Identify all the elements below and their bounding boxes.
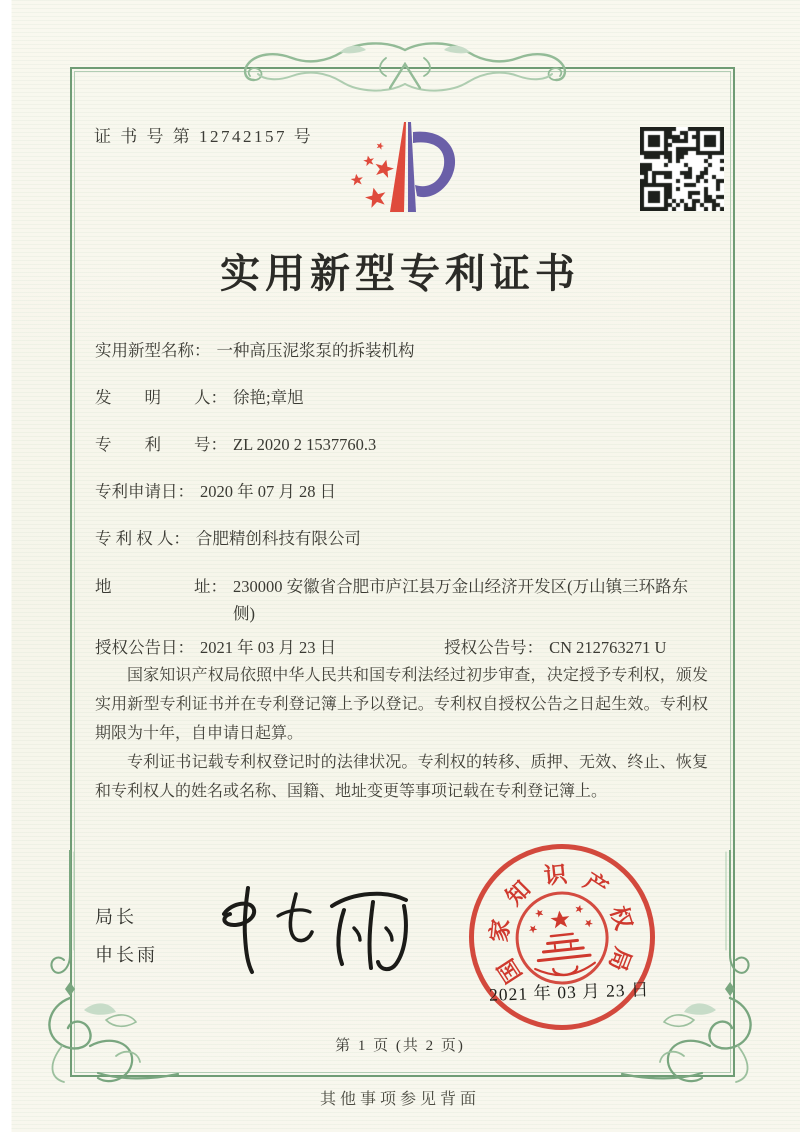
field-value: 2021 年 03 月 23 日 xyxy=(200,638,337,657)
legal-paragraph-1: 国家知识产权局依照中华人民共和国专利法经过初步审查，决定授予专利权，颁发实用新型专利证书并在专利登记簿上予以登记。专利权自授权公告之日起生效。专利权期限为十年，自申请日起算。 xyxy=(95,667,708,742)
field-label: 实用新型名称： xyxy=(95,341,211,360)
field-label: 专 利 权 人： xyxy=(95,529,190,548)
field-row-utility-model-name xyxy=(95,338,710,364)
field-label: 授权公告号： xyxy=(444,638,544,657)
seal-character: 权 xyxy=(605,903,637,933)
certificate-number: 证 书 号 第 12742157 号 xyxy=(94,127,314,146)
commissioner-title: 局长 xyxy=(95,907,137,927)
cnipa-logo-icon xyxy=(338,110,470,222)
field-value: 一种高压泥浆泵的拆装机构 xyxy=(216,341,415,360)
handwritten-signature-icon xyxy=(208,876,418,986)
certificate-title: 实用新型专利证书 xyxy=(220,251,580,296)
page-number: 第 1 页 (共 2 页) xyxy=(335,1038,465,1054)
field-value: CN 212763271 U xyxy=(549,638,667,657)
field-row-patent-number xyxy=(95,432,710,458)
field-label: 专 利 号： xyxy=(95,435,227,454)
legal-paragraph-2: 专利证书记载专利权登记时的法律状况。专利权的转移、质押、无效、终止、恢复和专利权人的姓名或名称、国籍、地址变更等事项记载在专利登记簿上。 xyxy=(95,754,708,800)
commissioner-name: 申长雨 xyxy=(95,945,158,965)
grant-number-pair xyxy=(444,635,666,661)
field-row-patentee xyxy=(95,526,710,552)
grant-date-pair xyxy=(95,635,336,661)
seal-character: 国 xyxy=(493,954,527,988)
field-label: 地 址： xyxy=(95,577,227,596)
qr-code xyxy=(640,127,724,211)
field-list xyxy=(95,338,710,661)
seal-character: 局 xyxy=(604,944,636,975)
back-note: 其他事项参见背面 xyxy=(319,1091,480,1108)
field-value: ZL 2020 2 1537760.3 xyxy=(233,435,377,454)
field-row-grant xyxy=(95,635,710,661)
field-label: 专利申请日： xyxy=(95,482,194,501)
field-value: 2020 年 07 月 28 日 xyxy=(200,482,337,501)
field-label: 发 明 人： xyxy=(95,388,227,407)
field-value: 合肥精创科技有限公司 xyxy=(195,529,361,548)
seal-character: 识 xyxy=(542,861,569,889)
seal-character: 产 xyxy=(579,868,613,902)
field-value: 230000 安徽省合肥市庐江县万金山经济开发区(万山镇三环路东侧) xyxy=(233,577,689,623)
legal-text xyxy=(95,661,708,806)
field-value: 徐艳;章旭 xyxy=(233,388,304,407)
seal-character: 知 xyxy=(501,876,536,911)
top-flourish-ornament-icon xyxy=(190,36,620,100)
seal-date: 2021 年 03 月 23 日 xyxy=(488,979,650,1005)
bottom-left-floral-ornament-icon xyxy=(10,850,180,1095)
field-row-filing-date xyxy=(95,479,710,505)
seal-character: 家 xyxy=(486,917,514,944)
field-row-address xyxy=(95,573,710,627)
field-row-inventor xyxy=(95,385,710,411)
official-seal xyxy=(460,835,664,1039)
field-label: 授权公告日： xyxy=(95,638,194,657)
